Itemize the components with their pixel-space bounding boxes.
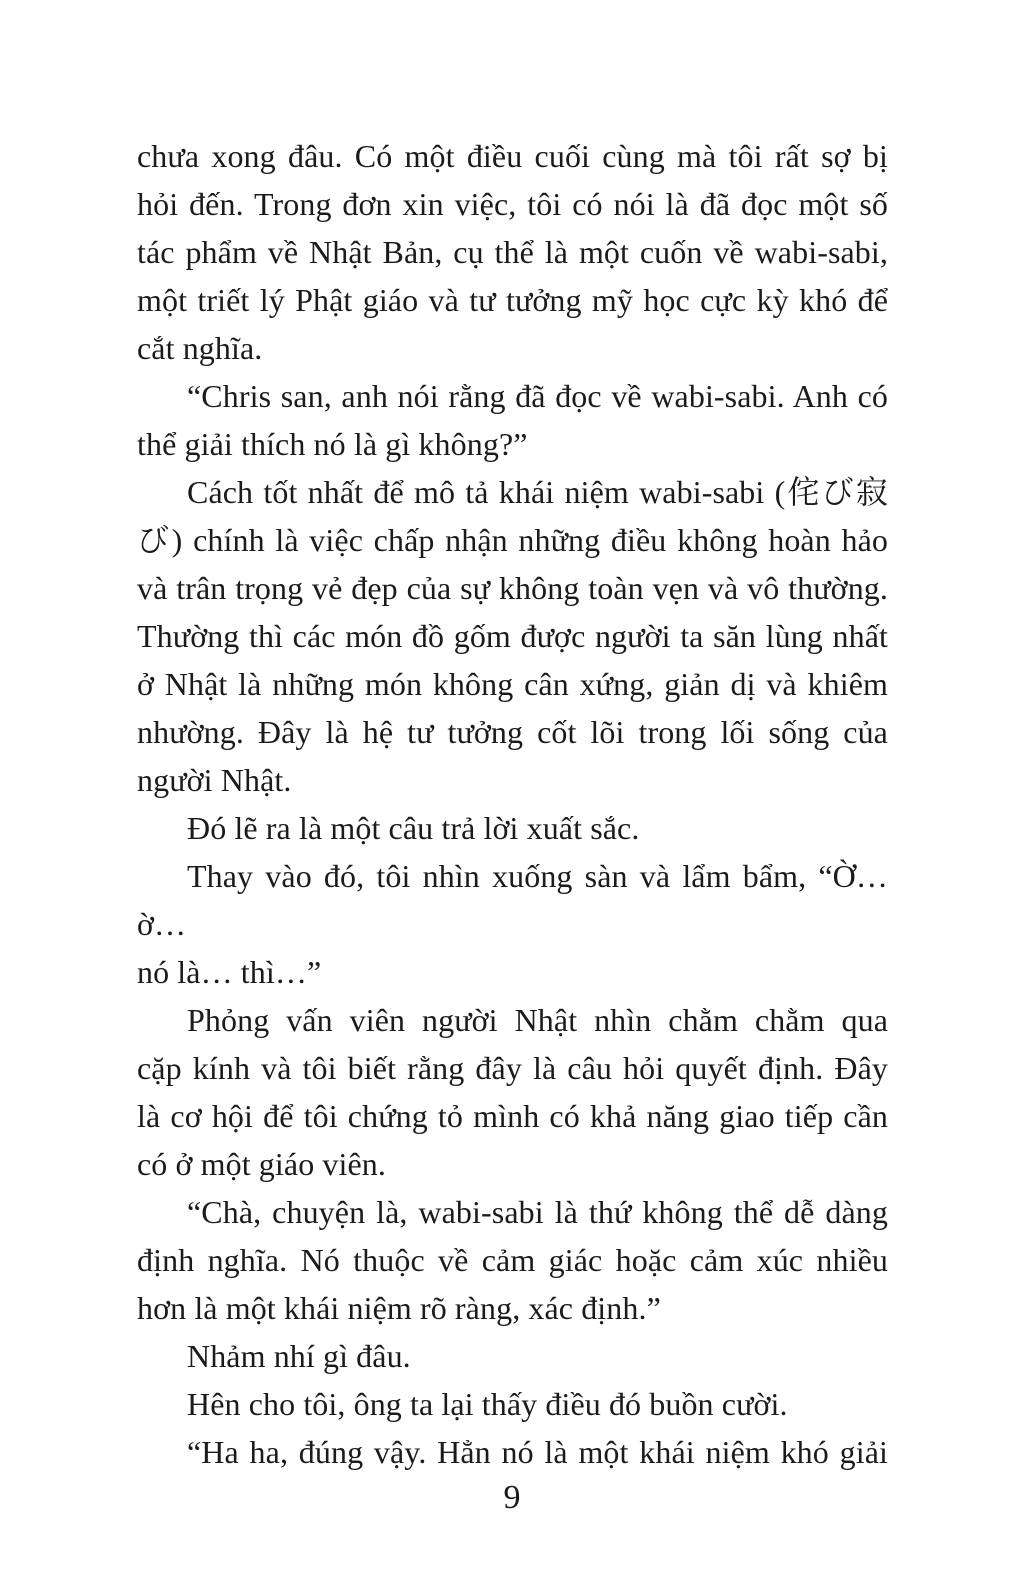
text-line: một triết lý Phật giáo và tư tưởng mỹ học cực kỳ khó để — [137, 282, 888, 318]
text-line: và trân trọng vẻ đẹp của sự không toàn vẹn và vô thường. — [137, 570, 888, 606]
text-line: Thường thì các món đồ gốm được người ta săn lùng nhất — [137, 618, 888, 654]
paragraph — [137, 372, 888, 468]
paragraph — [137, 132, 888, 372]
text-line: Phỏng vấn viên người Nhật nhìn chằm chằm qua — [187, 1002, 888, 1038]
text-line: hỏi đến. Trong đơn xin việc, tôi có nói là đã đọc một số — [137, 186, 888, 222]
text-line: hơn là một khái niệm rõ ràng, xác định.” — [137, 1290, 661, 1326]
text-line: Nhảm nhí gì đâu. — [187, 1338, 411, 1374]
text-line: tác phẩm về Nhật Bản, cụ thể là một cuốn về wabi-sabi, — [137, 234, 888, 270]
text-line: cắt nghĩa. — [137, 330, 263, 366]
paragraph — [137, 468, 888, 804]
text-line: nó là… thì…” — [137, 954, 322, 990]
text-line: người Nhật. — [137, 762, 292, 798]
text-line: Hên cho tôi, ông ta lại thấy điều đó buồn cười. — [187, 1386, 788, 1422]
page-number: 9 — [503, 1479, 521, 1516]
text-block — [137, 132, 888, 1476]
text-line: “Ha ha, đúng vậy. Hẳn nó là một khái niệm khó giải — [187, 1434, 888, 1470]
text-line: “Chris san, anh nói rằng đã đọc về wabi-sabi. Anh có — [187, 378, 888, 414]
text-line: “Chà, chuyện là, wabi-sabi là thứ không thể dễ dàng — [187, 1194, 888, 1230]
paragraph — [137, 1188, 888, 1332]
text-line: định nghĩa. Nó thuộc về cảm giác hoặc cảm xúc nhiều — [137, 1242, 888, 1278]
text-line: ở Nhật là những món không cân xứng, giản dị và khiêm — [137, 666, 888, 702]
paragraph — [137, 996, 888, 1188]
text-line: Thay vào đó, tôi nhìn xuống sàn và lẩm bẩm, “Ờ…ờ… — [137, 858, 888, 942]
paragraph — [137, 1428, 888, 1476]
text-line: thể giải thích nó là gì không?” — [137, 426, 528, 462]
text-line: có ở một giáo viên. — [137, 1146, 386, 1182]
text-line: chưa xong đâu. Có một điều cuối cùng mà tôi rất sợ bị — [137, 138, 888, 174]
paragraph — [137, 1332, 888, 1380]
text-line: び) chính là việc chấp nhận những điều không hoàn hảo — [137, 522, 888, 558]
text-line: nhường. Đây là hệ tư tưởng cốt lõi trong lối sống của — [137, 714, 888, 750]
text-line: Đó lẽ ra là một câu trả lời xuất sắc. — [187, 810, 640, 846]
paragraph — [137, 1380, 888, 1428]
text-line: Cách tốt nhất để mô tả khái niệm wabi-sabi (侘び寂 — [187, 474, 888, 510]
paragraph — [137, 804, 888, 852]
paragraph — [137, 852, 888, 996]
text-line: cặp kính và tôi biết rằng đây là câu hỏi quyết định. Đây — [137, 1050, 888, 1086]
text-line: là cơ hội để tôi chứng tỏ mình có khả năng giao tiếp cần — [137, 1098, 888, 1134]
